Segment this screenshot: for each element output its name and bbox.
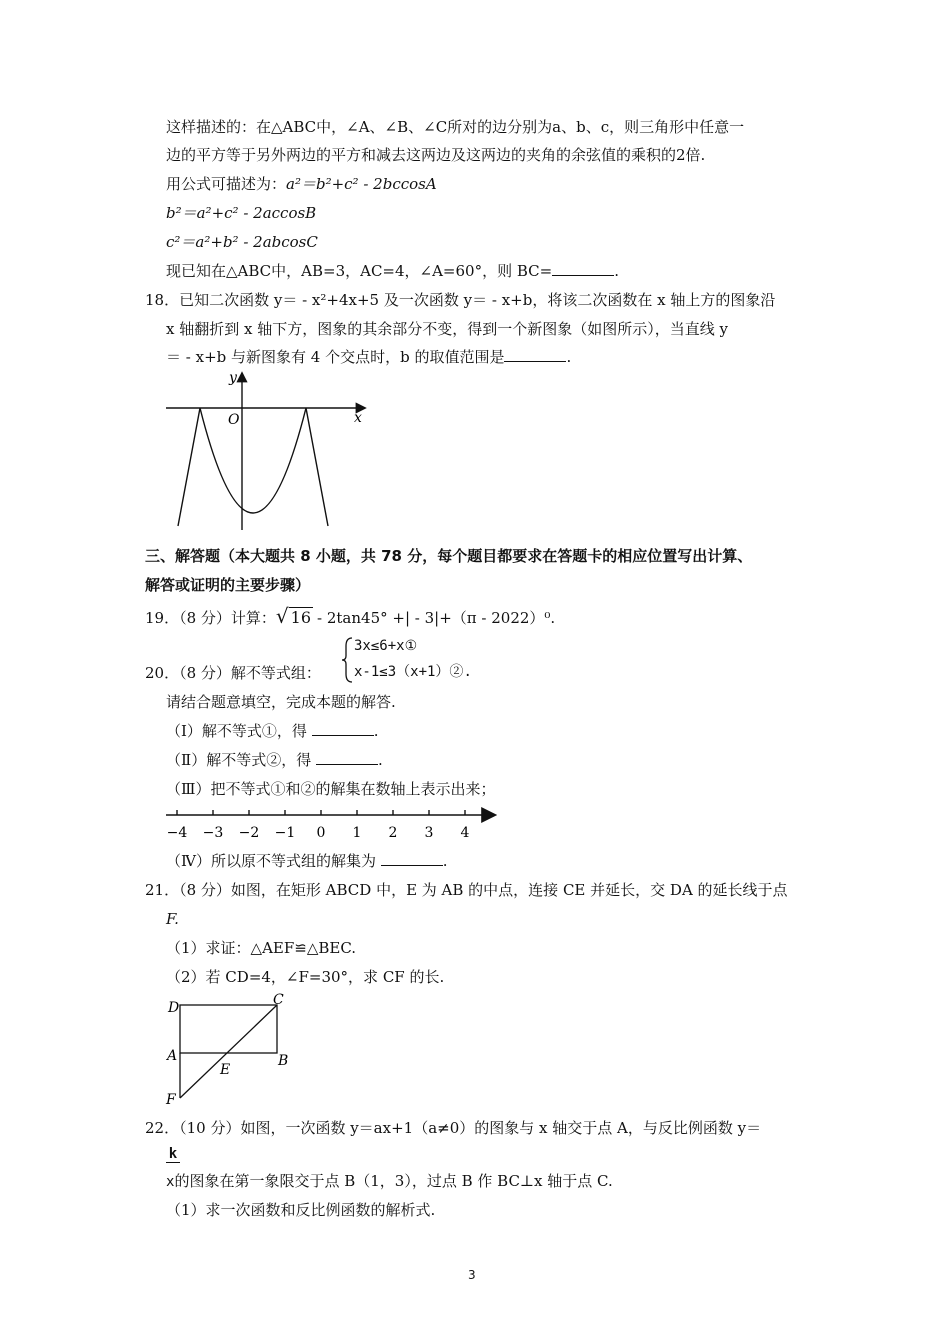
label-d: D	[168, 1000, 180, 1016]
intro-question-text: 现已知在△ABC中，AB=3，AC=4，∠A=60°，则 BC=	[166, 262, 553, 280]
page-number: 3	[468, 1268, 476, 1282]
q22-line-2-text: 的图象在第一象限交于点 B（1，3），过点 B 作 BC⊥x 轴于点 C.	[174, 1172, 613, 1190]
q21-line-2: F.	[166, 910, 179, 928]
q21-part-2: （2）若 CD=4，∠F=30°，求 CF 的长.	[166, 968, 445, 986]
section-3-heading-2: 解答或证明的主要步骤）	[145, 576, 311, 594]
rectangle-abcd	[180, 1005, 277, 1053]
q22-part-1: （1）求一次函数和反比例函数的解析式.	[166, 1201, 436, 1219]
sqrt-sign: √	[275, 604, 289, 628]
number-line-label: −2	[238, 825, 260, 841]
number-line-label: 3	[424, 825, 434, 841]
q22-line-2	[166, 1171, 613, 1192]
q18-line-2: x 轴翻折到 x 轴下方，图象的其余部分不变，得到一个新图象（如图所示），当直线 y	[166, 320, 728, 338]
formula-lead: 用公式可描述为：	[166, 175, 287, 193]
q18-line-3	[166, 347, 571, 367]
q19	[145, 606, 555, 628]
q20-step-1-end: .	[373, 722, 379, 740]
answer-blank[interactable]	[552, 261, 614, 276]
y-axis-label: y	[229, 370, 237, 386]
q18-line-3-end: .	[566, 348, 572, 366]
number-line-label: 4	[460, 825, 470, 841]
formula-line-1	[166, 174, 437, 194]
q20-step-2	[166, 750, 383, 770]
q20-step-3: （Ⅲ）把不等式①和②的解集在数轴上表示出来；	[166, 780, 496, 798]
q20-inequality-1: 3x≤6+x①	[354, 638, 418, 654]
q20-step-4-end: .	[442, 852, 448, 870]
number-line-label: 2	[388, 825, 398, 841]
q20-step-4	[166, 851, 448, 871]
line-cf	[180, 1005, 277, 1098]
q21-part-1: （1）求证：△AEF≌△BEC.	[166, 939, 357, 957]
intro-question	[166, 261, 619, 281]
q19-radicand: 16	[290, 608, 312, 627]
q20-step-4-text: （Ⅳ）所以原不等式组的解集为	[166, 852, 376, 870]
q19-rest: - 2tan45° +| - 3|+（π - 2022）⁰.	[317, 609, 556, 627]
number-line-label: −3	[202, 825, 224, 841]
q20-step-2-end: .	[377, 751, 383, 769]
formula-1: a²＝b²+c² - 2bccosA	[286, 175, 437, 193]
q22-fraction-numerator: k	[166, 1146, 180, 1163]
label-e: E	[220, 1062, 231, 1078]
q20-inequality-2	[354, 662, 472, 682]
q18-answer-blank[interactable]	[504, 347, 566, 362]
intro-line-1: 这样描述的：在△ABC中，∠A、∠B、∠C所对的边分别为a、b、c，则三角形中任意一	[166, 118, 745, 136]
system-brace	[340, 636, 354, 684]
q19-prefix: 19．（8 分）计算：	[145, 609, 276, 627]
q21-line-1: 21．（8 分）如图，在矩形 ABCD 中，E 为 AB 的中点，连接 CE 并延长，交 DA 的延长线于点	[145, 881, 788, 899]
q18-line-3-text: ＝ - x+b 与新图象有 4 个交点时，b 的取值范围是	[166, 348, 505, 366]
q20-step-1-blank[interactable]	[312, 721, 374, 736]
q20-inequality-end: .	[463, 664, 472, 680]
q20-instruction: 请结合题意填空，完成本题的解答.	[166, 693, 396, 711]
q18-line-1: 18．已知二次函数 y＝ - x²+4x+5 及一次函数 y＝ - x+b，将该二次函数在 x 轴上方的图象沿	[145, 291, 776, 309]
label-f: F	[166, 1092, 176, 1108]
x-axis-label: x	[354, 410, 362, 426]
q20-step-2-text: （Ⅱ）解不等式②，得	[166, 751, 312, 769]
number-line	[160, 805, 505, 845]
q21-rectangle-figure	[160, 990, 300, 1110]
formula-3: c²＝a²+b² - 2abcosC	[166, 233, 318, 251]
number-line-label: 1	[352, 825, 362, 841]
label-c: C	[273, 992, 284, 1008]
formula-2: b²＝a²+c² - 2accosB	[166, 204, 317, 222]
number-line-label: −1	[274, 825, 296, 841]
q20-step-1	[166, 721, 379, 741]
q20-prefix: 20．（8 分）解不等式组：	[145, 664, 321, 682]
q18-graph	[160, 368, 380, 533]
q20-step-4-blank[interactable]	[381, 851, 443, 866]
intro-line-2: 边的平方等于另外两边的平方和减去这两边及这两边的夹角的余弦值的乘积的2倍.	[166, 146, 706, 164]
number-line-label: −4	[166, 825, 188, 841]
origin-label: O	[228, 412, 240, 428]
q22-line-1: 22．（10 分）如图，一次函数 y＝ax+1（a≠0）的图象与 x 轴交于点 A，与反比例函数 y＝	[145, 1119, 762, 1137]
label-b: B	[278, 1053, 289, 1069]
q20-inequality-2-text: x-1≤3（x+1）②	[354, 664, 464, 680]
q20-step-1-text: （Ⅰ）解不等式①，得	[166, 722, 307, 740]
q22-fraction-denominator: x	[166, 1174, 175, 1190]
section-3-heading-1: 三、解答题（本大题共 8 小题，共 78 分，每个题目都要求在答题卡的相应位置写出计算、	[145, 547, 753, 565]
new-graph-curve	[178, 408, 328, 526]
number-line-label: 0	[316, 825, 326, 841]
label-a: A	[167, 1048, 178, 1064]
intro-question-end: .	[614, 262, 619, 280]
q20-step-2-blank[interactable]	[316, 750, 378, 765]
